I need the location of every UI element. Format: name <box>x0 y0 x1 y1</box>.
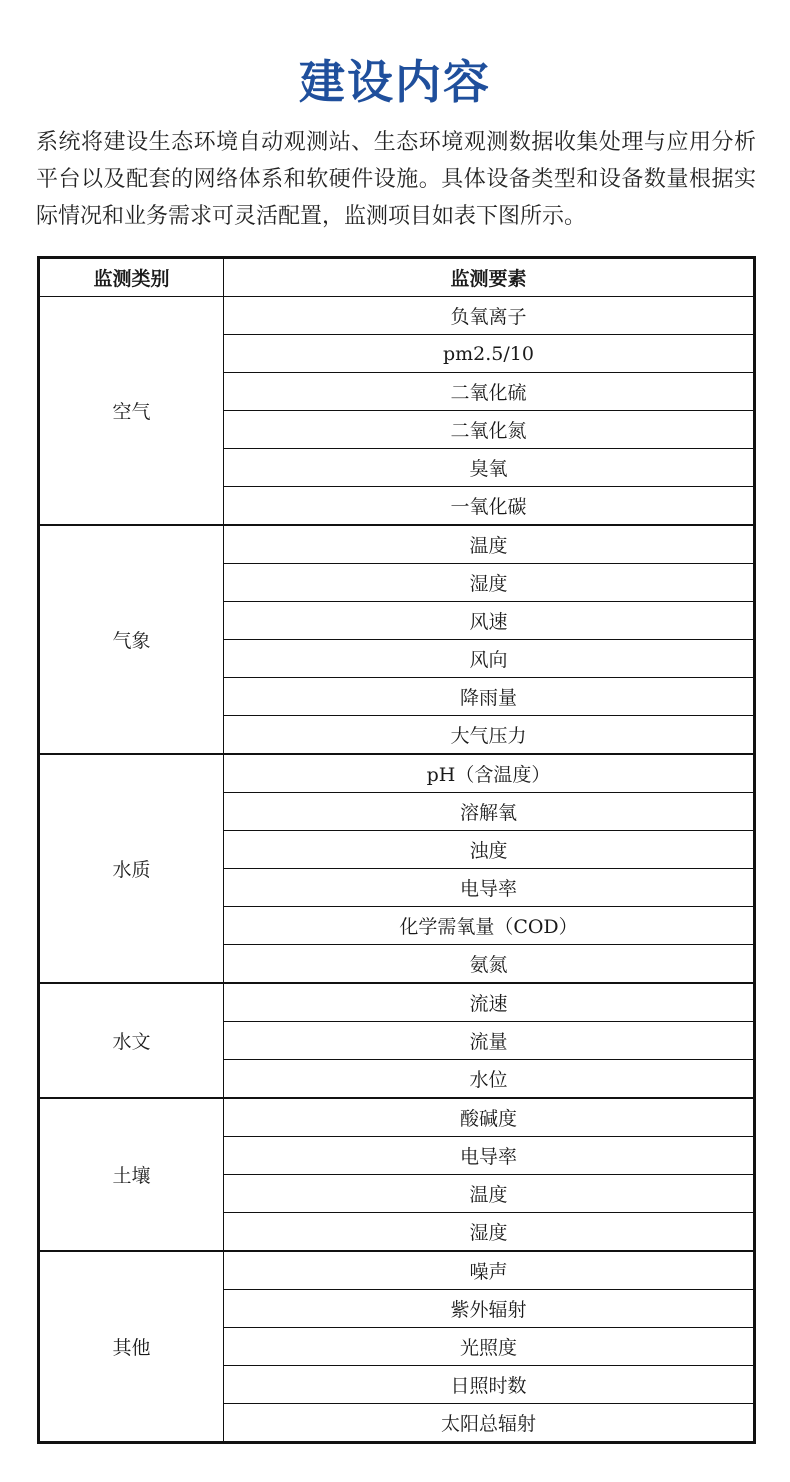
element-cell: 温度 <box>224 1175 755 1213</box>
table-row <box>39 1098 755 1137</box>
element-cell: 流量 <box>224 1022 755 1060</box>
element-cell: 温度 <box>224 525 755 564</box>
element-cell: 酸碱度 <box>224 1098 755 1137</box>
table-row <box>39 983 755 1022</box>
table-row <box>39 1251 755 1290</box>
element-cell: 一氧化碳 <box>224 487 755 526</box>
element-cell: 降雨量 <box>224 678 755 716</box>
category-cell: 水质 <box>39 754 224 983</box>
element-cell: 噪声 <box>224 1251 755 1290</box>
element-cell: 电导率 <box>224 1137 755 1175</box>
category-cell: 其他 <box>39 1251 224 1443</box>
element-cell: 浊度 <box>224 831 755 869</box>
element-cell: 水位 <box>224 1060 755 1099</box>
element-cell: 日照时数 <box>224 1366 755 1404</box>
table-header-row <box>39 258 755 297</box>
element-cell: 二氧化氮 <box>224 411 755 449</box>
table-row <box>39 297 755 335</box>
element-cell: 湿度 <box>224 564 755 602</box>
element-cell: 太阳总辐射 <box>224 1404 755 1443</box>
element-cell: 化学需氧量（COD） <box>224 907 755 945</box>
element-cell: 电导率 <box>224 869 755 907</box>
element-cell: 湿度 <box>224 1213 755 1252</box>
element-cell: 风速 <box>224 602 755 640</box>
category-cell: 气象 <box>39 525 224 754</box>
category-cell: 水文 <box>39 983 224 1098</box>
element-cell: 大气压力 <box>224 716 755 755</box>
header-elements: 监测要素 <box>224 258 755 297</box>
element-cell: 流速 <box>224 983 755 1022</box>
table-body <box>39 297 755 1443</box>
page-title: 建设内容 <box>299 55 491 109</box>
category-cell: 土壤 <box>39 1098 224 1251</box>
element-cell: 光照度 <box>224 1328 755 1366</box>
element-cell: 氨氮 <box>224 945 755 984</box>
element-cell: 二氧化硫 <box>224 373 755 411</box>
header-category: 监测类别 <box>39 258 224 297</box>
category-cell: 空气 <box>39 297 224 526</box>
intro-paragraph: 系统将建设生态环境自动观测站、生态环境观测数据收集处理与应用分析平台以及配套的网络体系和软硬件设施。具体设备类型和设备数量根据实际情况和业务需求可灵活配置，监测项目如表下图所示。 <box>36 130 756 229</box>
table-row <box>39 525 755 564</box>
element-cell: 负氧离子 <box>224 297 755 335</box>
element-cell: 风向 <box>224 640 755 678</box>
element-cell: 溶解氧 <box>224 793 755 831</box>
table-row <box>39 754 755 793</box>
element-cell: pm2.5/10 <box>224 335 755 373</box>
monitoring-table <box>37 256 756 1444</box>
element-cell: pH（含温度） <box>224 754 755 793</box>
element-cell: 紫外辐射 <box>224 1290 755 1328</box>
element-cell: 臭氧 <box>224 449 755 487</box>
